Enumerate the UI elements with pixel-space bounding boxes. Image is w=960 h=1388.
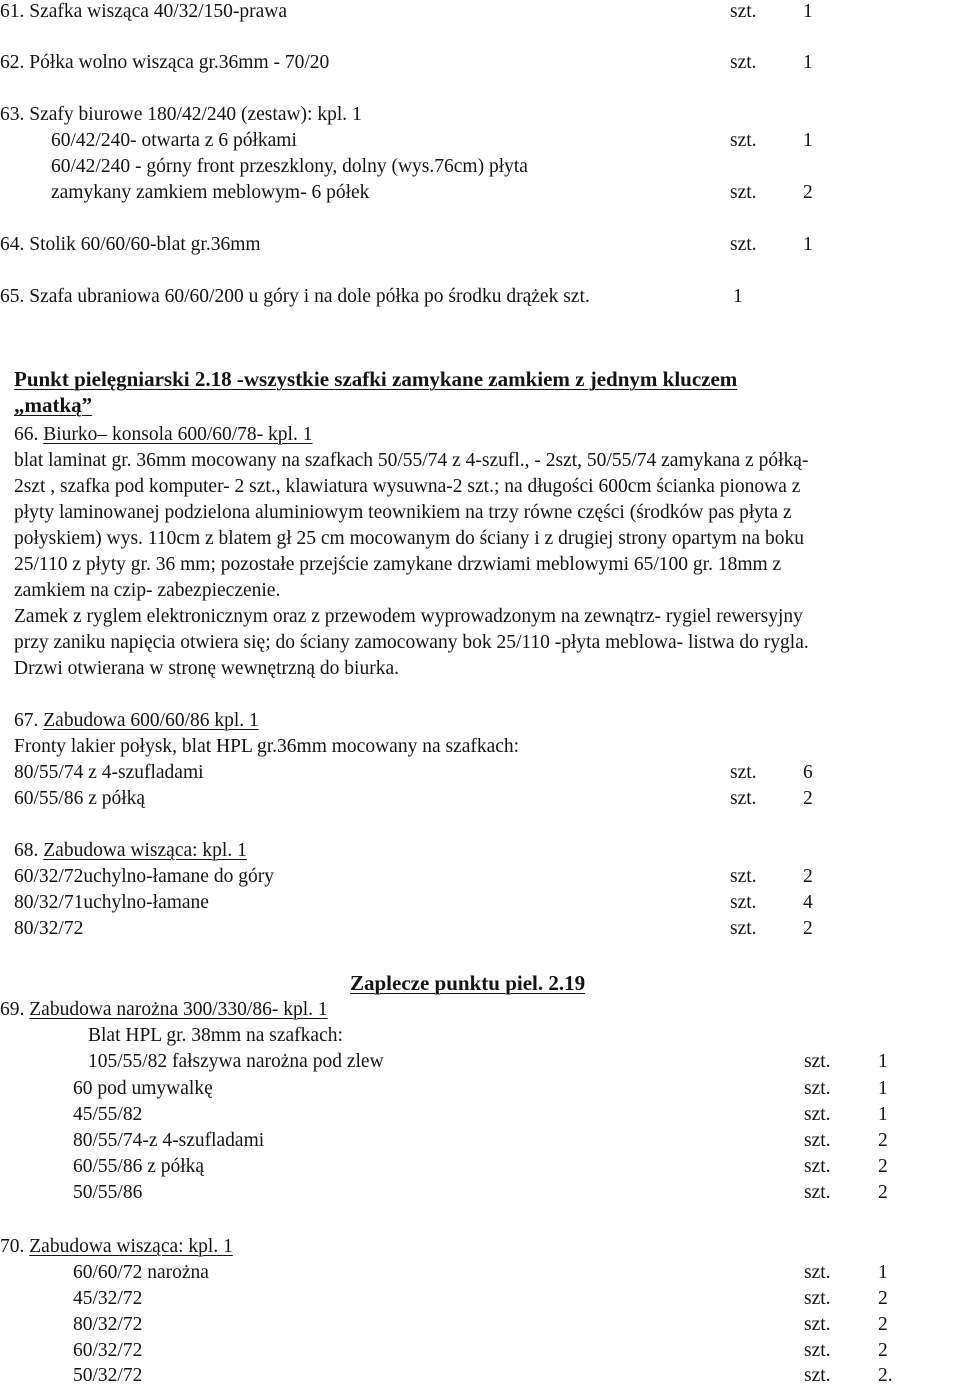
quantity: 1 (733, 286, 743, 307)
item-text: 62. Półka wolno wisząca gr.36mm - 70/20 (0, 52, 330, 73)
item-number: 66. (14, 424, 39, 445)
desc-line: 2szt , szafka pod komputer- 2 szt., klawiatura wysuwna-2 szt.; na długości 600cm ścianka pionowa z (14, 476, 801, 497)
row-text: 45/55/82 (73, 1104, 143, 1125)
desc-line: przy zaniku napięcia otwiera się; do ściany zamocowany bok 25/110 -płyta meblowa- listwa do rygla. (14, 632, 809, 653)
item-title: Zabudowa wisząca: kpl. 1 (29, 1236, 233, 1257)
section-heading-cont: „matką” (14, 393, 93, 417)
unit: szt. (730, 1, 757, 22)
quantity: 2 (878, 1130, 888, 1151)
desc-line: blat laminat gr. 36mm mocowany na szafkach 50/55/74 z 4-szufl., - 2szt, 50/55/74 zamykana z półką- (14, 450, 809, 471)
quantity: 1 (803, 1, 813, 22)
unit: szt. (804, 1156, 831, 1177)
item-title: Zabudowa narożna 300/330/86- kpl. 1 (29, 999, 328, 1020)
unit: szt. (730, 892, 757, 913)
unit: szt. (730, 182, 757, 203)
unit: szt. (804, 1078, 831, 1099)
quantity: 2 (803, 788, 813, 809)
item-text: 65. Szafa ubraniowa 60/60/200 u góry i na dole półka po środku drążek szt. (0, 286, 590, 307)
row-text: 105/55/82 fałszywa narożna pod zlew (88, 1051, 384, 1072)
quantity: 2 (878, 1340, 888, 1361)
item-desc: Fronty lakier połysk, blat HPL gr.36mm mocowany na szafkach: (14, 736, 520, 757)
item-number: 70. (0, 1236, 25, 1257)
unit: szt. (804, 1314, 831, 1335)
quantity: 2 (803, 866, 813, 887)
sub-item: 60/42/240- otwarta z 6 półkami (51, 130, 297, 151)
section-heading: Punkt pielęgniarski 2.18 -wszystkie szafki zamykane zamkiem z jednym kluczem (14, 367, 738, 391)
unit: szt. (730, 788, 757, 809)
quantity: 1 (878, 1051, 888, 1072)
row-text: 45/32/72 (73, 1288, 143, 1309)
item-number: 67. (14, 710, 39, 731)
unit: szt. (730, 130, 757, 151)
row-text: 60 pod umywalkę (73, 1078, 213, 1099)
quantity: 2. (878, 1365, 893, 1386)
unit: szt. (730, 866, 757, 887)
desc-line: Zamek z ryglem elektronicznym oraz z przewodem wyprowadzonym na zewnątrz- rygiel rewersyjny (14, 606, 803, 627)
quantity: 1 (878, 1078, 888, 1099)
quantity: 1 (878, 1104, 888, 1125)
item-number: 68. (14, 840, 39, 861)
row-text: 60/32/72 (73, 1340, 143, 1361)
item-text: 63. Szafy biurowe 180/42/240 (zestaw): kpl. 1 (0, 104, 362, 125)
item-title: Zabudowa wisząca: kpl. 1 (43, 840, 247, 861)
row-text: 60/55/86 z półką (73, 1156, 205, 1177)
quantity: 2 (878, 1182, 888, 1203)
item-title: Biurko– konsola 600/60/78- kpl. 1 (43, 424, 313, 445)
row-text: 80/32/72 (14, 918, 84, 939)
item-title: Zabudowa 600/60/86 kpl. 1 (43, 710, 259, 731)
unit: szt. (804, 1130, 831, 1151)
item-text: 64. Stolik 60/60/60-blat gr.36mm (0, 234, 261, 255)
row-text: 80/55/74 z 4-szufladami (14, 762, 204, 783)
row-text: 80/32/71uchylno-łamane (14, 892, 209, 913)
sub-item: 60/42/240 - górny front przeszklony, dolny (wys.76cm) płyta (51, 156, 528, 177)
quantity: 1 (803, 234, 813, 255)
section-heading: Zaplecze punktu piel. 2.19 (350, 971, 586, 995)
quantity: 2 (803, 182, 813, 203)
row-text: 50/55/86 (73, 1182, 143, 1203)
unit: szt. (730, 234, 757, 255)
row-text: 60/55/86 z półką (14, 788, 146, 809)
quantity: 1 (803, 52, 813, 73)
quantity: 2 (803, 918, 813, 939)
unit: szt. (730, 52, 757, 73)
row-text: 80/55/74-z 4-szufladami (73, 1130, 265, 1151)
quantity: 4 (803, 892, 813, 913)
item-desc: Blat HPL gr. 38mm na szafkach: (88, 1025, 343, 1046)
unit: szt. (804, 1365, 831, 1386)
desc-line: 25/110 z płyty gr. 36 mm; pozostałe przejście zamykane drzwiami meblowymi 65/100 gr. 18mm z (14, 554, 782, 575)
quantity: 2 (878, 1314, 888, 1335)
desc-line: zamkiem na czip- zabezpieczenie. (14, 580, 281, 601)
row-text: 60/60/72 narożna (73, 1262, 209, 1283)
row-text: 50/32/72 (73, 1365, 143, 1386)
unit: szt. (804, 1182, 831, 1203)
item-number: 69. (0, 999, 25, 1020)
quantity: 1 (878, 1262, 888, 1283)
item-text: 61. Szafka wisząca 40/32/150-prawa (0, 1, 287, 22)
quantity: 6 (803, 762, 813, 783)
desc-line: płyty laminowanej podzielona aluminiowym teownikiem na trzy równe części (środków pas płyta z (14, 502, 792, 523)
row-text: 60/32/72uchylno-łamane do góry (14, 866, 274, 887)
quantity: 1 (803, 130, 813, 151)
desc-line: połyskiem) wys. 110cm z blatem gł 25 cm mocowanym do ściany i z drugiej strony opartym na boku (14, 528, 804, 549)
unit: szt. (730, 918, 757, 939)
unit: szt. (804, 1340, 831, 1361)
desc-line: Drzwi otwierana w stronę wewnętrzną do biurka. (14, 658, 399, 679)
unit: szt. (804, 1104, 831, 1125)
quantity: 2 (878, 1288, 888, 1309)
unit: szt. (730, 762, 757, 783)
unit: szt. (804, 1051, 831, 1072)
row-text: 80/32/72 (73, 1314, 143, 1335)
unit: szt. (804, 1288, 831, 1309)
sub-item: zamykany zamkiem meblowym- 6 półek (51, 182, 370, 203)
quantity: 2 (878, 1156, 888, 1177)
unit: szt. (804, 1262, 831, 1283)
